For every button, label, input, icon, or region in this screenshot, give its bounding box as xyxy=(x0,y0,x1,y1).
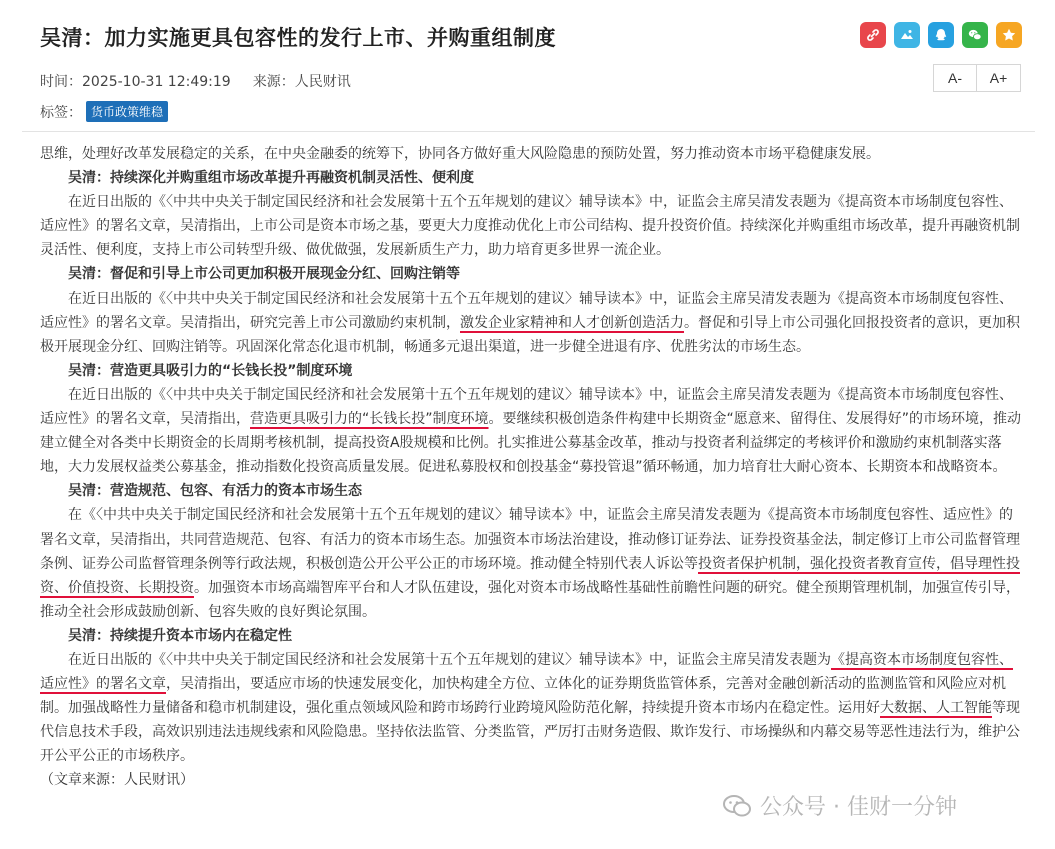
article-meta xyxy=(40,71,351,91)
wechat-watermark-icon xyxy=(722,793,752,819)
highlight-underline: 大数据、人工智能 xyxy=(880,700,992,717)
watermark xyxy=(722,790,957,821)
section-heading: 吴清：营造规范、包容、有活力的资本市场生态 xyxy=(68,483,362,500)
text-run: 在《〈中共中央关于制定国民经济和社会发展第十五个五年规划的建议〉辅导读本》中，证监会主席吴清发表题为《提高资本市场制度包容性、适应性》的署名文章，吴清指出，共同营造规范、包容、有活力的资本市场生态。加强资本市场法治建设，推动修订证券法、证券投资基金法，制定修订上市公司监督管理条例、证券公司监督管理条例等行政法规，积极创造公开公平公正的市场环境。推动健全特别代表人诉讼等 xyxy=(40,507,1020,572)
paragraph: 思维，处理好改革发展稳定的关系，在中央金融委的统筹下，协同各方做好重大风险隐患的预防处置，努力推动资本市场平稳健康发展。 xyxy=(40,146,880,162)
text-run: ，吴清指出，要适应市场的快速发展变化，加快构建全方位、立体化的证券期货监管体系，完善对金融创新活动的监测监管和风险应对机制。加强战略性力量储备和稳市机制建设，强化重点领域风险和跨市场跨行业跨境风险防范化解，持续提升资本市场内在稳定性。运用好 xyxy=(40,676,1006,717)
article-tags xyxy=(40,101,168,122)
highlight-underline: 投资者保护机制，强化投资者教育宣传，倡导理性投资、价值投资、长期投资 xyxy=(40,555,1020,596)
paragraph xyxy=(40,383,1022,479)
article-title: 吴清：加力实施更具包容性的发行上市、并购重组制度 xyxy=(40,26,556,50)
text-run: 。督促和引导上市公司强化回报投资者的意识，更加积极开展现金分红、回购注销等。巩固深化常态化退市机制，畅通多元退出渠道，进一步健全进退有序、优胜劣汰的市场生态。 xyxy=(40,314,1020,355)
share-bar xyxy=(860,22,1022,48)
paragraph: 在近日出版的《〈中共中央关于制定国民经济和社会发展第十五个五年规划的建议〉辅导读本》中，证监会主席吴清发表题为《提高资本市场制度包容性、适应性》的署名文章，吴清指出，上市公司是资本市场之基，要更大力度推动优化上市公司结构、提升投资价值。持续深化并购重组市场改革，提升再融资机制灵活性、便利度，支持上市公司转型升级、做优做强，发展新质生产力，助力培育更多世界一流企业。 xyxy=(40,194,1020,259)
section-heading: 吴清：持续深化并购重组市场改革提升再融资机制灵活性、便利度 xyxy=(68,170,474,187)
favorite-icon[interactable] xyxy=(996,22,1022,48)
section-heading: 吴清：督促和引导上市公司更加积极开展现金分红、回购注销等 xyxy=(68,266,460,283)
highlight-underline: 营造更具吸引力的“长钱长投”制度环境 xyxy=(250,411,489,428)
paragraph xyxy=(40,648,1022,768)
tags-label: 标签： xyxy=(40,104,82,121)
text-run: 在近日出版的《〈中共中央关于制定国民经济和社会发展第十五个五年规划的建议〉辅导读本》中，证监会主席吴清发表题为《提高资本市场制度包容性、适应性》的署名文章，吴清指出， xyxy=(40,386,1013,428)
text-run: 在近日出版的《〈中共中央关于制定国民经济和社会发展第十五个五年规划的建议〉辅导读本》中，证监会主席吴清发表题为《提高资本市场制度包容性、适应性》的署名文章。吴清指出，研究完善上市公司激励约束机制， xyxy=(40,290,1013,331)
section-heading: 吴清：持续提升资本市场内在稳定性 xyxy=(68,627,292,644)
highlight-underline: 《提高资本市场制度包容性、适应性》的署名文章 xyxy=(40,651,1013,693)
font-increase-button[interactable]: A+ xyxy=(977,64,1021,92)
article-source xyxy=(253,71,351,91)
source-label: 来源： xyxy=(252,74,295,90)
source-value: 人民财讯 xyxy=(294,74,351,90)
article-body xyxy=(40,142,1022,793)
header-divider xyxy=(22,131,1035,132)
paragraph xyxy=(40,503,1022,623)
weibo-icon[interactable] xyxy=(894,22,920,48)
watermark-text: 公众号 · 佳财一分钟 xyxy=(760,795,957,820)
publish-time xyxy=(40,71,231,91)
wechat-icon[interactable] xyxy=(962,22,988,48)
tag-badge[interactable]: 货币政策维稳 xyxy=(86,101,168,122)
highlight-underline: 激发企业家精神和人才创新创造活力 xyxy=(460,314,684,331)
font-size-controls xyxy=(933,64,1021,92)
source-note: （文章来源：人民财讯） xyxy=(40,772,194,789)
text-run: 等现代信息技术手段，高效识别违法违规线索和风险隐患。坚持依法监管、分类监管，严厉打击财务造假、欺诈发行、市场操纵和内幕交易等恶性违法行为，维护公开公平公正的市场秩序。 xyxy=(40,700,1020,765)
font-decrease-button[interactable]: A- xyxy=(933,64,977,92)
text-run: 。要继续积极创造条件构建中长期资金“愿意来、留得住、发展得好”的市场环境，推动建立健全对各类中长期资金的长周期考核机制，提高投资A股规模和比例。扎实推进公募基金改革，推动与投资者利益绑定的考核评价和激励约束机制落实落地，大力发展权益类公募基金，推动指数化投资高质量发展。促进私募股权和创投基金“募投管退”循环畅通，加力培育壮大耐心资本、长期资本和战略资本。 xyxy=(40,411,1022,476)
link-icon[interactable] xyxy=(860,22,886,48)
qq-icon[interactable] xyxy=(928,22,954,48)
time-value: 2025-10-31 12:49:19 xyxy=(82,74,231,90)
section-heading: 吴清：营造更具吸引力的“长钱长投”制度环境 xyxy=(68,362,353,379)
time-label: 时间： xyxy=(40,74,82,90)
text-run: 。加强资本市场高端智库平台和人才队伍建设，强化对资本市场战略性基础性前瞻性问题的研究。健全预期管理机制，加强宣传引导，推动全社会形成鼓励创新、包容失败的良好舆论氛围。 xyxy=(40,579,1020,620)
article-header xyxy=(0,0,1055,134)
paragraph xyxy=(40,287,1022,359)
text-run: 在近日出版的《〈中共中央关于制定国民经济和社会发展第十五个五年规划的建议〉辅导读本》中，证监会主席吴清发表题为 xyxy=(68,651,831,668)
